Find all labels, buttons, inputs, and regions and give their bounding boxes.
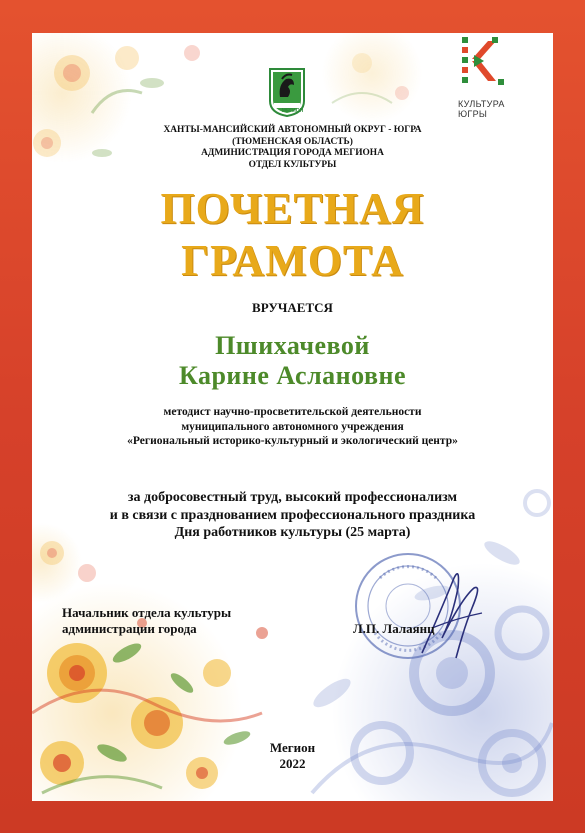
reason-line: и в связи с празднованием профессионального праздника [109, 507, 476, 523]
award-reason [32, 489, 553, 542]
certificate-sheet [32, 33, 553, 801]
handwritten-signature-icon [412, 558, 492, 668]
emblem-label: МЕГИОН [281, 108, 304, 114]
city-name: Мегион [269, 740, 316, 755]
position-line: «Региональный историко-культурный и экологический центр» [127, 435, 458, 447]
certificate-title-line2: ГРАМОТА [181, 236, 404, 285]
signatory-title-line: Начальник отдела культуры [62, 605, 232, 620]
position-line: муниципального автономного учреждения [181, 420, 404, 433]
issuer-header [32, 125, 553, 171]
logo-caption-line1: КУЛЬТУРА [458, 99, 505, 109]
position-line: методист научно-просветительской деятельности [163, 406, 422, 418]
recipient-position [32, 405, 553, 449]
signatory-title-line: администрации города [62, 621, 197, 636]
header-line: ХАНТЫ-МАНСИЙСКИЙ АВТОНОМНЫЙ ОКРУГ - ЮГРА [163, 125, 422, 135]
signatory-name: Л.П. Лалаянц [353, 621, 435, 636]
header-line: АДМИНИСТРАЦИЯ ГОРОДА МЕГИОНА [201, 148, 384, 159]
reason-line: Дня работников культуры (25 марта) [174, 525, 411, 540]
awarded-label: ВРУЧАЕТСЯ [252, 300, 333, 315]
reason-line: за добросовестный труд, высокий профессионализм [127, 490, 458, 505]
logo-caption-line2: ЮГРЫ [458, 109, 488, 119]
signatory-title [62, 605, 231, 637]
header-line: (ТЮМЕНСКАЯ ОБЛАСТЬ) [232, 136, 353, 147]
issue-year: 2022 [279, 756, 306, 771]
recipient-given-names: Карине Аслановне [178, 361, 407, 390]
header-line: ОТДЕЛ КУЛЬТУРЫ [248, 159, 337, 170]
recipient-surname: Пшихачевой [215, 331, 370, 360]
place-and-year [32, 740, 553, 772]
certificate-title-line1: ПОЧЕТНАЯ [160, 184, 425, 233]
